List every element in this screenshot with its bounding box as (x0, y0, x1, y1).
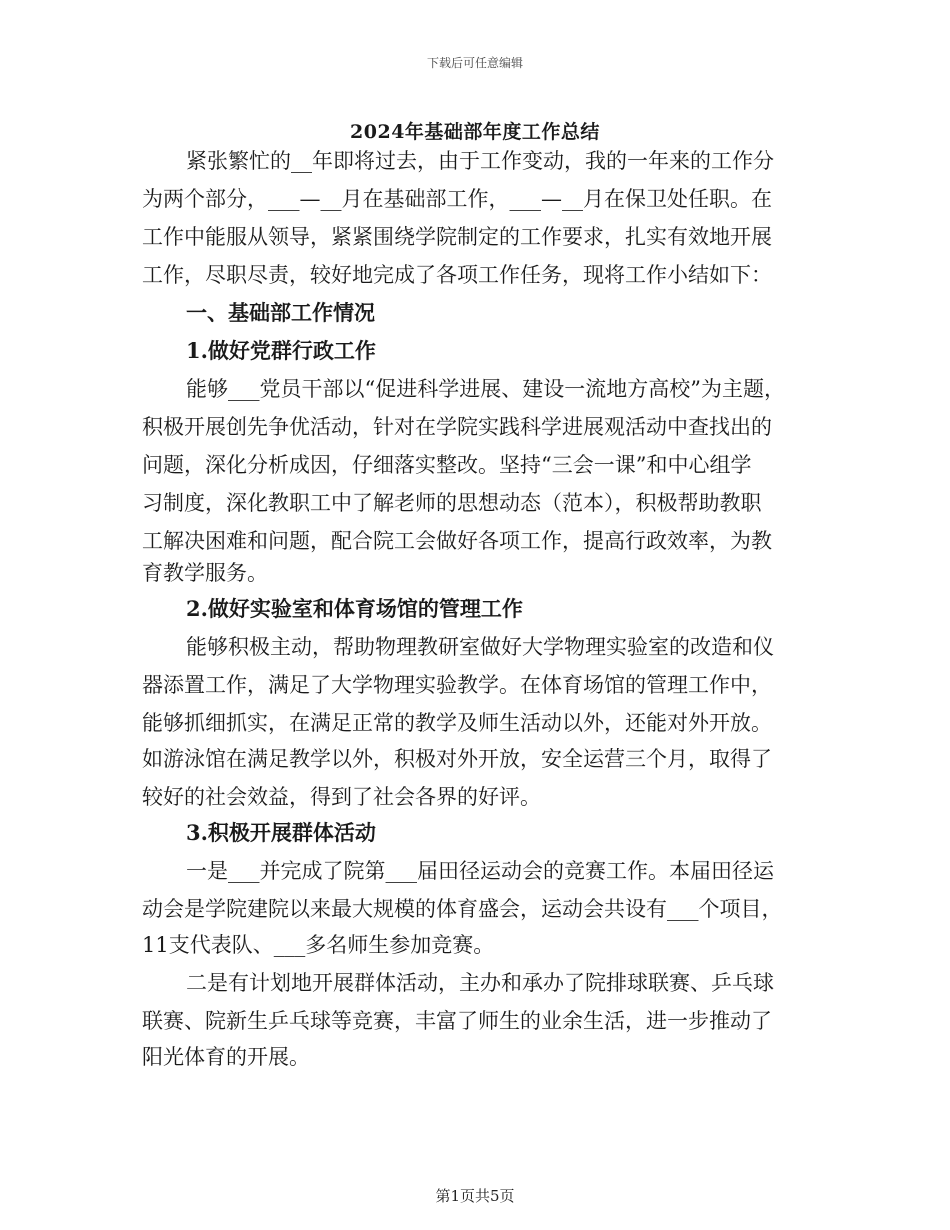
paragraph-line: 如游泳馆在满足教学以外，积极对外开放，安全运营三个月，取得了 (142, 747, 772, 771)
paragraph-line: 紧张繁忙的__年即将过去，由于工作变动，我的一年来的工作分 (186, 149, 774, 173)
paragraph-line: 能够积极主动，帮助物理教研室做好大学物理实验室的改造和仪 (186, 635, 774, 659)
section-heading: 一、基础部工作情况 (186, 300, 375, 325)
paragraph-line: 阳光体育的开展。 (142, 1045, 310, 1069)
paragraph-line: 积极开展创先争优活动，针对在学院实践科学进展观活动中查找出的 (142, 415, 772, 439)
page-footer: 第1页共5页 (435, 1187, 515, 1205)
paragraph-line: 问题，深化分析成因，仔细落实整改。坚持“三会一课”和中心组学 (142, 453, 752, 477)
paragraph-line: 习制度，深化教职工中了解老师的思想动态（范本），积极帮助教职 (142, 491, 762, 515)
paragraph-line: 11支代表队、___多名师生参加竞赛。 (142, 933, 495, 957)
paragraph-line: 能够___党员干部以“促进科学进展、建设一流地方高校”为主题， (186, 377, 785, 401)
paragraph-line: 器添置工作，满足了大学物理实验教学。在体育场馆的管理工作中， (142, 673, 772, 697)
subsection-heading: 1.做好党群行政工作 (186, 338, 376, 363)
subsection-heading: 2.做好实验室和体育场馆的管理工作 (186, 596, 523, 621)
paragraph-line: 工作，尽职尽责，较好地完成了各项工作任务，现将工作小结如下： (142, 263, 772, 287)
paragraph-line: 工解决困难和问题，配合院工会做好各项工作，提高行政效率，为教 (142, 529, 772, 553)
paragraph-line: 一是___并完成了院第___届田径运动会的竞赛工作。本届田径运 (186, 859, 774, 883)
header-note: 下载后可任意编辑 (426, 56, 523, 70)
paragraph-line: 为两个部分，___—__月在基础部工作，___—__月在保卫处任职。在 (142, 187, 772, 211)
paragraph-line: 联赛、院新生乒乓球等竞赛，丰富了师生的业余生活，进一步推动了 (142, 1009, 772, 1033)
paragraph-line: 能够抓细抓实，在满足正常的教学及师生活动以外，还能对外开放。 (142, 711, 772, 735)
paragraph-line: 动会是学院建院以来最大规模的体育盛会，运动会共设有___个项目， (142, 897, 783, 921)
paragraph-line: 育教学服务。 (142, 561, 268, 585)
paragraph-line: 工作中能服从领导，紧紧围绕学院制定的工作要求，扎实有效地开展 (142, 225, 772, 249)
subsection-heading: 3.积极开展群体活动 (186, 820, 376, 845)
paragraph-line: 二是有计划地开展群体活动，主办和承办了院排球联赛、乒乓球 (186, 971, 774, 995)
document-title: 2024年基础部年度工作总结 (350, 121, 600, 143)
paragraph-line: 较好的社会效益，得到了社会各界的好评。 (142, 785, 541, 809)
